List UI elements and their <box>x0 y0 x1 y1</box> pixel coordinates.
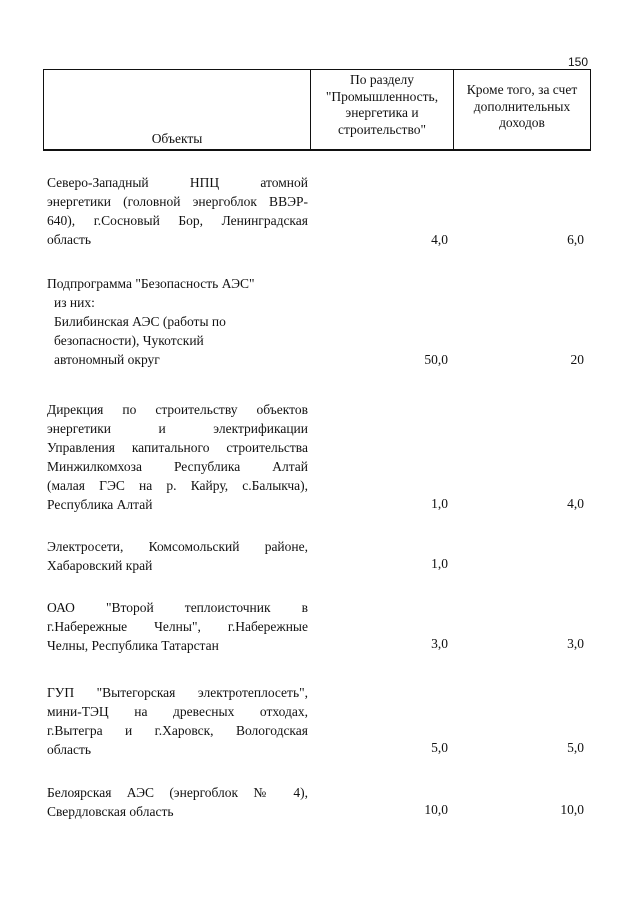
value-additional: 20 <box>570 352 584 367</box>
header-section-line: По разделу <box>349 72 415 87</box>
header-section-line: "Промышленность, <box>325 88 439 104</box>
object-line: г.Вытегра и г.Харовск, Вологодская <box>47 723 308 738</box>
object-line: Республика Алтай <box>47 497 153 512</box>
object-line: энергетики (головной энергоблок ВВЭР- <box>47 194 308 209</box>
object-line: безопасности), Чукотский <box>54 333 204 348</box>
value-section: 50,0 <box>424 352 448 367</box>
object-line: Челны, Республика Татарстан <box>47 638 219 653</box>
value-section: 10,0 <box>424 802 448 817</box>
value-section: 1,0 <box>431 496 448 511</box>
header-additional <box>454 82 590 132</box>
header-right-border <box>590 69 591 150</box>
object-description <box>47 400 308 514</box>
object-line: энергетики и электрификации <box>47 421 308 436</box>
value-additional: 4,0 <box>567 496 584 511</box>
object-line: область <box>47 232 92 247</box>
object-description <box>47 683 308 759</box>
object-line: мини-ТЭЦ на древесных отходах, <box>47 704 308 719</box>
object-line: автономный округ <box>54 352 160 367</box>
object-description <box>47 537 308 575</box>
value-section: 4,0 <box>431 232 448 247</box>
header-objects: Объекты <box>151 131 203 146</box>
value-section: 5,0 <box>431 740 448 755</box>
header-section <box>311 72 453 138</box>
header-additional-line: дополнительных <box>473 98 571 114</box>
header-section-line: энергетика и <box>345 105 419 120</box>
object-line: Хабаровский край <box>47 558 153 573</box>
object-line: г.Набережные Челны", г.Набережные <box>47 619 308 634</box>
object-line: ОАО "Второй теплоисточник в <box>47 600 308 615</box>
object-line: Северо-Западный НПЦ атомной <box>47 175 308 190</box>
value-section: 3,0 <box>431 636 448 651</box>
page-number: 150 <box>567 55 588 69</box>
object-line: ГУП "Вытегорская электротеплосеть", <box>47 685 308 700</box>
object-description <box>47 274 308 369</box>
object-line: 640), г.Сосновый Бор, Ленинградская <box>47 213 308 228</box>
header-additional-line: Кроме того, за счет <box>466 82 578 97</box>
value-additional: 10,0 <box>560 802 584 817</box>
header-top-rule <box>43 69 591 70</box>
header-additional-line: доходов <box>499 115 545 130</box>
object-line: Белоярская АЭС (энергоблок № 4), <box>47 785 308 800</box>
object-description <box>47 783 308 821</box>
header-bottom-rule <box>43 149 591 151</box>
object-line: область <box>47 742 92 757</box>
value-additional: 6,0 <box>567 232 584 247</box>
object-line: из них: <box>54 295 95 310</box>
header-section-line: строительство" <box>337 121 426 137</box>
object-line: Управления капитального строительства <box>47 440 308 455</box>
value-section: 1,0 <box>431 556 448 571</box>
object-line: Электросети, Комсомольский районе, <box>47 539 308 554</box>
object-line: Билибинская АЭС (работы по <box>54 314 226 329</box>
object-line: Минжилкомхоза Республика Алтай <box>47 459 308 474</box>
value-additional: 3,0 <box>567 636 584 651</box>
object-line: Подпрограмма "Безопасность АЭС" <box>47 276 255 291</box>
value-additional: 5,0 <box>567 740 584 755</box>
object-line: (малая ГЭС на р. Кайру, с.Балыкча), <box>47 478 308 493</box>
object-description <box>47 598 308 655</box>
object-description <box>47 173 308 249</box>
object-line: Свердловская область <box>47 804 174 819</box>
object-line: Дирекция по строительству объектов <box>47 402 308 417</box>
table-header <box>43 69 591 150</box>
